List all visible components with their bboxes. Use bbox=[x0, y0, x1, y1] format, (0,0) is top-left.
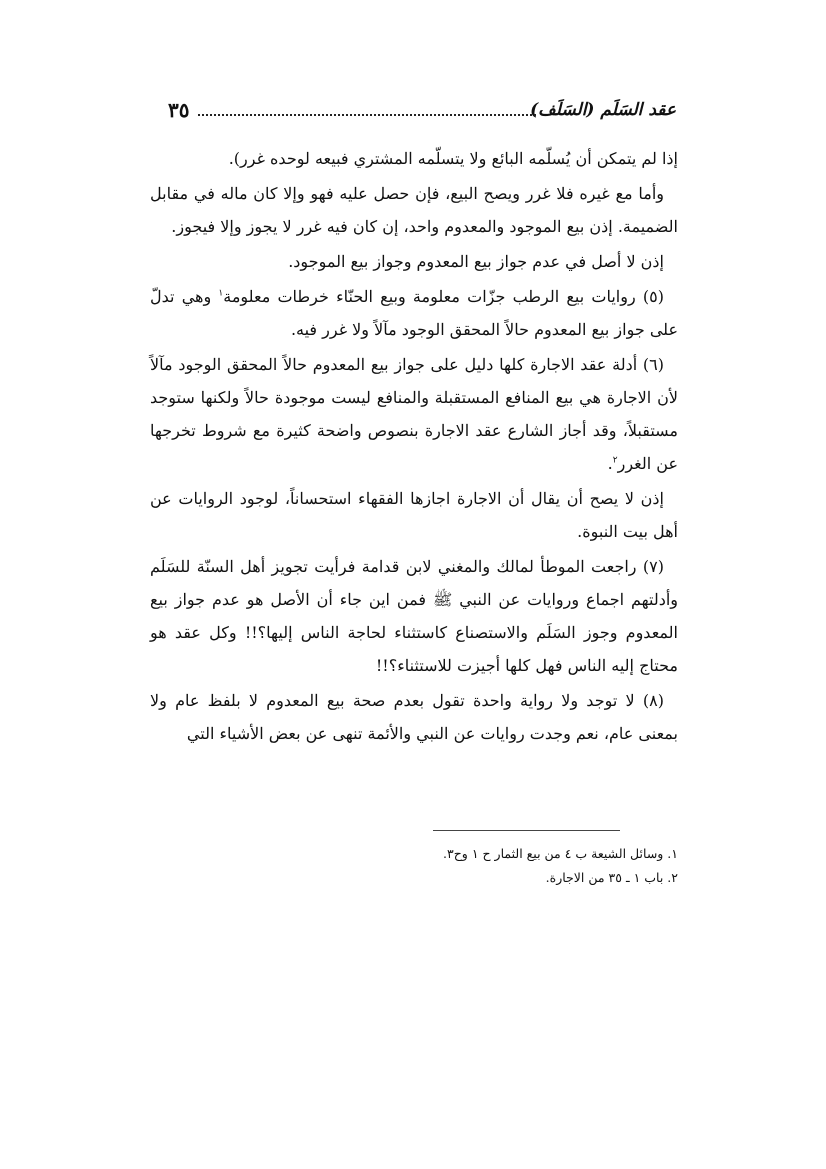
paragraph-text: (٦) أدلة عقد الاجارة كلها دليل على جواز بيع المعدوم حالاً المحقق الوجود مآلاً لأن الاجارة هي بيع المنافع المستقبلة والمنافع ليست موجودة حالاً ولكنها ستوجد مستقبلاً، وقد أجاز الشارع عقد الاجارة بنصوص واضحة كثيرة مع شروط تخرجها عن الغرر bbox=[150, 355, 678, 473]
paragraph bbox=[150, 348, 678, 480]
paragraph: إذا لم يتمكن أن يُسلّمه البائع ولا يتسلّمه المشتري فبيعه لوحده غرر). bbox=[228, 149, 678, 168]
paragraph-text: (٥) روايات بيع الرطب جزّات معلومة وبيع الحنّاء خرطات معلومة bbox=[223, 287, 664, 306]
page-number: ٣٥ bbox=[168, 98, 190, 122]
paragraph: إذن لا يصح أن يقال أن الاجارة اجازها الفقهاء استحساناً، لوجود الروايات عن أهل بيت النبوة. bbox=[150, 489, 678, 541]
footnote-2: ٢. باب ١ ـ ٣٥ من الاجارة. bbox=[545, 870, 678, 885]
paragraph: (٨) لا توجد ولا رواية واحدة تقول بعدم صحة بيع المعدوم لا بلفظ عام ولا بمعنى عام، نعم وجدت روايات عن النبي والأئمة تنهى عن بعض الأشياء التي bbox=[150, 691, 678, 743]
running-header bbox=[168, 90, 676, 122]
header-dot-leader bbox=[198, 114, 536, 116]
paragraph: (٧) راجعت الموطأ لمالك والمغني لابن قدامة فرأيت تجويز أهل السنّة للسَلَم وأدلتهم اجماع وروايات عن النبي ﷺ فمن اين جاء أن الأصل هو عدم جواز بيع المعدوم وجوز السَلَم والاستصناع كاستثناء لحاجة الناس إليها؟!! وكل عقد هو محتاج إليه الناس فهل كلها أجيزت للاستثناء؟!! bbox=[150, 557, 678, 675]
footnote-ref[interactable]: ١ bbox=[218, 288, 224, 299]
paragraph: إذن لا أصل في عدم جواز بيع المعدوم وجواز بيع الموجود. bbox=[288, 252, 664, 271]
header-title: عقد السَلَم (السَلَف) bbox=[530, 100, 676, 120]
footnote-1: ١. وسائل الشيعة ب ٤ من بيع الثمار ح ١ وح٣. bbox=[443, 846, 678, 861]
footnotes bbox=[150, 842, 678, 890]
paragraph-text: . bbox=[607, 454, 613, 473]
paragraph: وأما مع غيره فلا غرر ويصح البيع، فإن حصل عليه فهو وإلا كان ماله في مقابل الضميمة. إذن بيع الموجود والمعدوم واحد، إن كان فيه غرر لا يجوز وإلا فيجوز. bbox=[150, 184, 678, 236]
paragraph bbox=[150, 280, 678, 346]
paragraph-text: وهي تدلّ على جواز بيع المعدوم حالاً المحقق الوجود مآلاً ولا غرر فيه. bbox=[150, 287, 678, 339]
footnote-separator bbox=[433, 830, 620, 831]
footnote-ref[interactable]: ٢ bbox=[612, 455, 618, 466]
body-text bbox=[150, 142, 678, 752]
